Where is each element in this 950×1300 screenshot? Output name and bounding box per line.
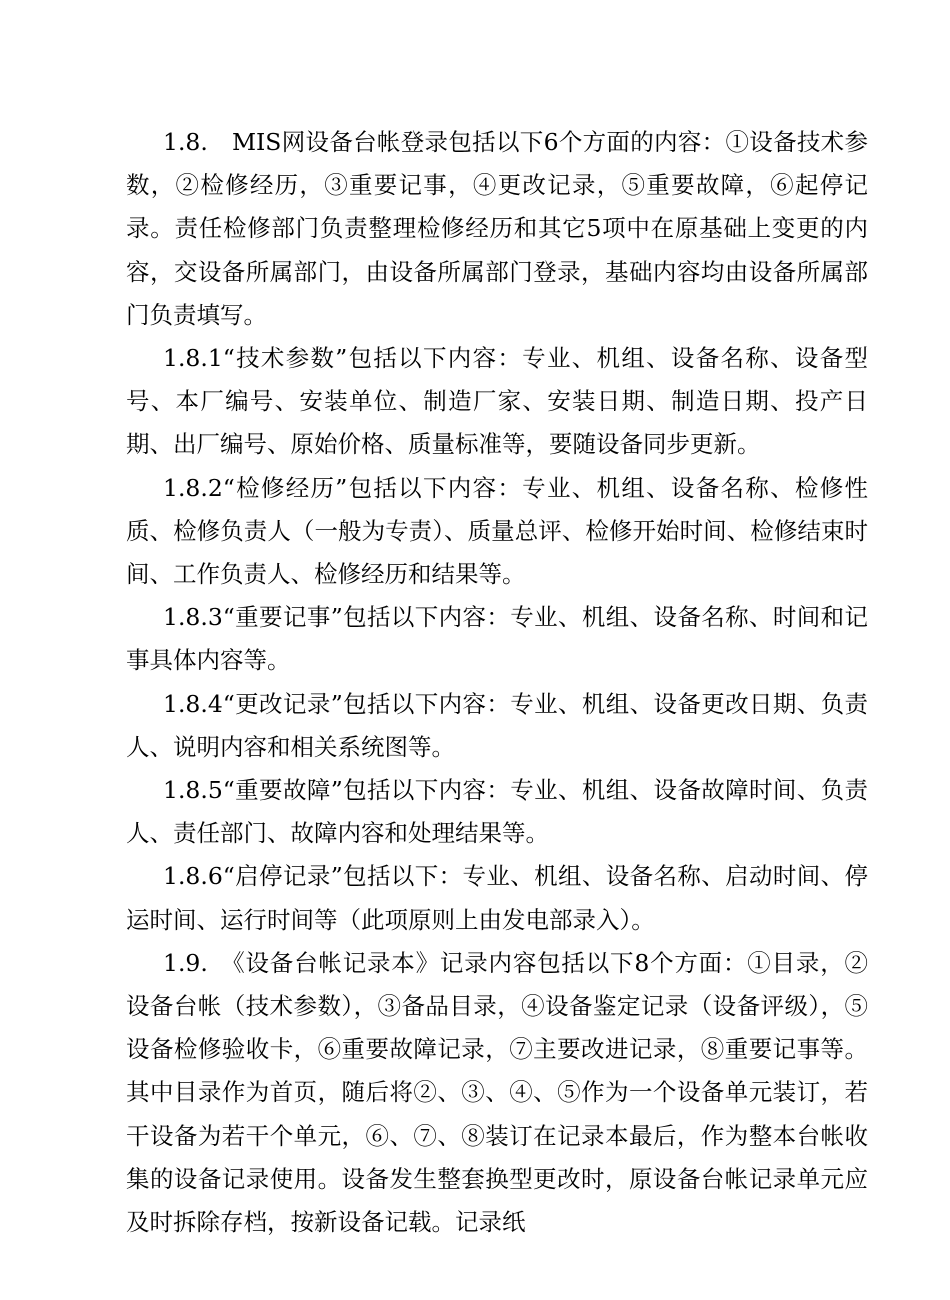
paragraph-1-8: 1.8. MIS网设备台帐登录包括以下6个方面的内容：①设备技术参数，②检修经历，③重要记事，④更改记录，⑤重要故障，⑥起停记录。责任检修部门负责整理检修经历和其它5项中在原基础上变更的内容，交设备所属部门，由设备所属部门登录，基础内容均由设备所属部门负责填写。 (126, 128, 868, 329)
paragraph-1-8-5: 1.8.5“重要故障”包括以下内容：专业、机组、设备故障时间、负责人、责任部门、故障内容和处理结果等。 (126, 776, 868, 848)
paragraph-1-8-3: 1.8.3“重要记事”包括以下内容：专业、机组、设备名称、时间和记事具体内容等。 (126, 603, 868, 675)
paragraph-1-8-4: 1.8.4“更改记录”包括以下内容：专业、机组、设备更改日期、负责人、说明内容和相关系统图等。 (126, 689, 868, 761)
paragraph-1-8-2: 1.8.2“检修经历”包括以下内容：专业、机组、设备名称、检修性质、检修负责人（一般为专责）、质量总评、检修开始时间、检修结束时间、工作负责人、检修经历和结果等。 (126, 473, 868, 589)
document-page (126, 121, 868, 1244)
paragraph-1-8-6: 1.8.6“启停记录”包括以下：专业、机组、设备名称、启动时间、停运时间、运行时间等（此项原则上由发电部录入）。 (126, 862, 868, 934)
paragraph-1-9: 1.9. 《设备台帐记录本》记录内容包括以下8个方面：①目录，②设备台帐（技术参数），③备品目录，④设备鉴定记录（设备评级），⑤设备检修验收卡，⑥重要故障记录，⑦主要改进记录，⑧重要记事等。其中目录作为首页，随后将②、③、④、⑤作为一个设备单元装订，若干设备为若干个单元，⑥、⑦、⑧装订在记录本最后，作为整本台帐收集的设备记录使用。设备发生整套换型更改时，原设备台帐记录单元应及时拆除存档，按新设备记载。记录纸 (126, 948, 868, 1237)
paragraph-1-8-1: 1.8.1“技术参数”包括以下内容：专业、机组、设备名称、设备型号、本厂编号、安装单位、制造厂家、安装日期、制造日期、投产日期、出厂编号、原始价格、质量标准等，要随设备同步更新。 (126, 344, 868, 459)
